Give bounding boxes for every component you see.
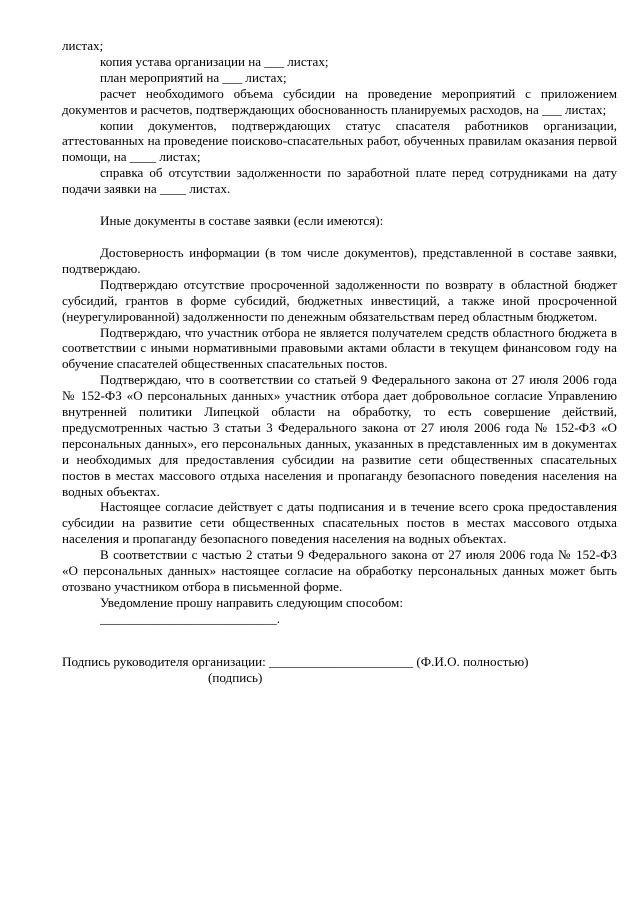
text-line: листах; xyxy=(62,38,104,53)
notification-method-label: Уведомление прошу направить следующим способом: xyxy=(100,594,403,610)
signature-fio: (Ф.И.О. полностью) xyxy=(416,653,529,669)
signature-label: Подпись руководителя организации: xyxy=(62,653,266,669)
document-page xyxy=(62,38,617,686)
paragraph-consent-revocation: В соответствии с частью 2 статьи 9 Федерального закона от 27 июля 2006 года № 152-ФЗ «О персональных данных» настоящее согласие на обработку персональных данных может быть отозвано участником отбора в письменной форме. xyxy=(62,547,617,594)
other-documents-heading: Иные документы в составе заявки (если имеются): xyxy=(100,213,384,229)
paragraph-consent-validity: Настоящее согласие действует с даты подписания и в течение всего срока предоставления субсидии на развитие сети общественных спасательных постов в местах массового отдыха населения и пропаганду безопасного поведения населения на водных объектах. xyxy=(62,499,617,547)
paragraph-no-debt: Подтверждаю отсутствие просроченной задолженности по возврату в областной бюджет субсидий, грантов в форме субсидий, бюджетных инвестиций, а также иной просроченной (неурегулированной) задолженности по денежным обязательствам перед областным бюджетом. xyxy=(62,276,617,324)
list-item-plan: план мероприятий на ___ листах; xyxy=(100,69,287,85)
notification-method-blank: ___________________________. xyxy=(100,610,281,626)
list-item-charter: копия устава организации на ___ листах; xyxy=(100,53,329,69)
signature-blank: ______________________ xyxy=(269,653,414,669)
signature-row xyxy=(62,654,617,670)
paragraph-personal-data-consent: Подтверждаю, что в соответствии со статьей 9 Федерального закона от 27 июля 2006 года № 152-ФЗ «О персональных данных» участник отбора дает добровольное согласие Управлению внутренней политики Липецкой области на обработку, то есть совершение действий, предусмотренных частью 3 статьи 3 Федерального закона от 27 июля 2006 года № 152-ФЗ «О персональных данных», его персональных данных, указанных в представленных им в документах и необходимых для предоставления субсидии на развитие сети общественных спасательных постов в местах массового отдыха населения и пропаганду безопасного поведения населения на водных объектах. xyxy=(62,372,617,499)
signature-caption: (подпись) xyxy=(208,669,263,685)
paragraph-reliability: Достоверность информации (в том числе документов), представленной в составе заявки, подтверждаю. xyxy=(62,244,617,276)
list-item-salary-certificate: справка об отсутствии задолженности по заработной плате перед сотрудниками на дату подачи заявки на ____ листах. xyxy=(62,165,617,197)
paragraph-not-recipient: Подтверждаю, что участник отбора не является получателем средств областного бюджета в соответствии с иными нормативными правовыми актами области в текущем финансовом году на обучение спасателей общественных спасательных постов. xyxy=(62,324,617,372)
list-item-rescuer-status: копии документов, подтверждающих статус спасателя работников организации, аттестованных на проведение поисково-спасательных работ, обученных правилам оказания первой помощи, на ____ листах; xyxy=(62,117,617,165)
list-item-calculation: расчет необходимого объема субсидии на проведение мероприятий с приложением документов и расчетов, подтверждающих обоснованность планируемых расходов, на ___ листах; xyxy=(62,85,617,117)
